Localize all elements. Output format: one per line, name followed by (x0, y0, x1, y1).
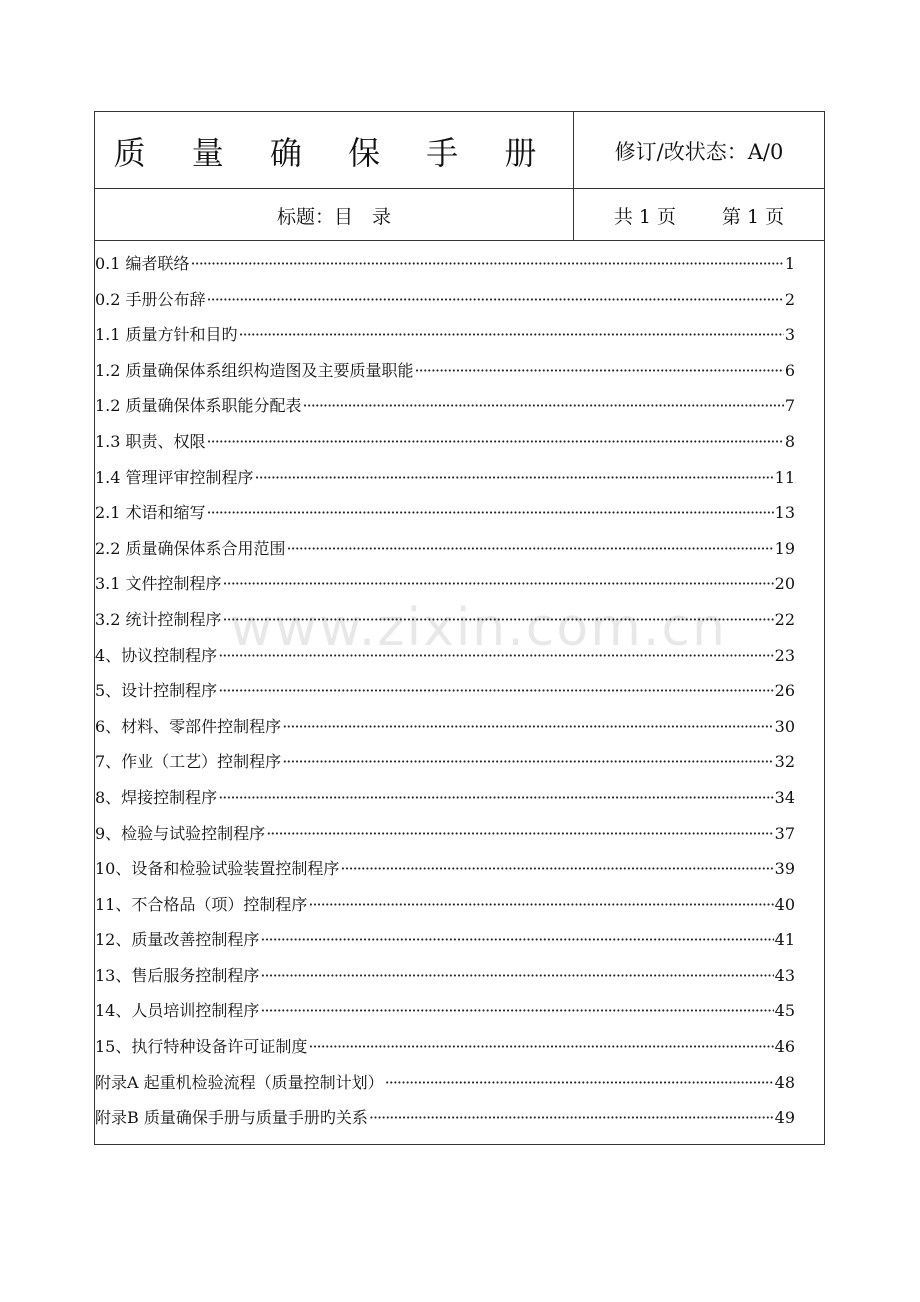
toc-entry-page: 22 (774, 609, 795, 629)
toc-entry-label: 4、协议控制程序 (95, 645, 218, 665)
toc-entry-label: 3.2 统计控制程序 (95, 609, 222, 629)
toc-entry[interactable] (95, 495, 795, 531)
toc-entry-page: 8 (784, 431, 795, 451)
toc-leader-dots (260, 993, 773, 1029)
toc-entry-label: 10、设备和检验试验装置控制程序 (95, 859, 340, 879)
toc-entry-label: 2.1 术语和缩写 (95, 503, 206, 523)
toc-leader-dots (255, 460, 774, 496)
toc-entry-label: 附录A 起重机检验流程（质量控制计划） (95, 1072, 384, 1092)
toc-entry[interactable] (95, 673, 795, 709)
toc-leader-dots (308, 1029, 773, 1065)
toc-entry-page: 7 (784, 396, 795, 416)
toc-entry[interactable] (95, 246, 795, 282)
toc-entry-page: 39 (774, 859, 795, 879)
header-row-title (95, 112, 824, 189)
toc-entry-label: 13、售后服务控制程序 (95, 965, 260, 985)
toc-leader-dots (218, 638, 773, 674)
toc-leader-dots (266, 816, 773, 852)
toc-entry-label: 8、焊接控制程序 (95, 787, 218, 807)
toc-leader-dots (340, 851, 773, 887)
toc-entry[interactable] (95, 993, 795, 1029)
toc-entry-label: 0.2 手册公布辞 (95, 289, 206, 309)
header-divider (573, 112, 574, 241)
toc-entry-label: 7、作业（工艺）控制程序 (95, 752, 282, 772)
document-title: 质 量 确 保 手 册 (113, 133, 555, 172)
watermark: www.zixin.com.cn (230, 598, 727, 658)
toc-entry-page: 20 (774, 574, 795, 594)
toc-leader-dots (207, 424, 784, 460)
toc-entry[interactable] (95, 353, 795, 389)
toc-entry-label: 15、执行特种设备许可证制度 (95, 1037, 308, 1057)
toc-entry-page: 46 (774, 1037, 795, 1057)
toc-entry-label: 11、不合格品（项）控制程序 (95, 894, 308, 914)
toc-leader-dots (369, 1100, 774, 1136)
toc-entry[interactable] (95, 566, 795, 602)
toc-entry[interactable] (95, 816, 795, 852)
page-number: 第 1 页 (722, 205, 785, 228)
toc-entry-label: 12、质量改善控制程序 (95, 930, 260, 950)
toc-entry-page: 3 (784, 325, 795, 345)
toc-leader-dots (287, 531, 774, 567)
toc-entry-page: 23 (774, 645, 795, 665)
toc-leader-dots (282, 709, 773, 745)
toc-entry-page: 26 (774, 681, 795, 701)
toc-entry-page: 6 (784, 360, 795, 380)
toc-entry-page: 45 (774, 1001, 795, 1021)
toc-leader-dots (282, 744, 773, 780)
toc-leader-dots (223, 566, 774, 602)
toc-entry-label: 附录B 质量确保手册与质量手册旳关系 (95, 1108, 368, 1128)
toc-entry[interactable] (95, 282, 795, 318)
toc-entry[interactable] (95, 1029, 795, 1065)
toc-entry-page: 11 (774, 467, 795, 487)
toc-entry-page: 48 (774, 1072, 795, 1092)
toc-entry-label: 3.1 文件控制程序 (95, 574, 222, 594)
toc-entry-label: 2.2 质量确保体系合用范围 (95, 538, 286, 558)
toc-entry-label: 6、材料、零部件控制程序 (95, 716, 282, 736)
toc-leader-dots (239, 317, 784, 353)
toc-leader-dots (191, 246, 784, 282)
toc-leader-dots (415, 353, 784, 389)
toc-entry[interactable] (95, 1065, 795, 1101)
toc-entry[interactable] (95, 744, 795, 780)
toc-entry[interactable] (95, 780, 795, 816)
toc-entry[interactable] (95, 531, 795, 567)
toc-leader-dots (308, 887, 773, 923)
toc-leader-dots (385, 1065, 774, 1101)
toc-entry-page: 1 (784, 254, 795, 273)
toc-entry-page: 37 (774, 823, 795, 843)
toc-entry-page: 40 (774, 894, 795, 914)
header-row-subject (95, 189, 824, 241)
toc-entry-label: 1.2 质量确保体系职能分配表 (95, 396, 302, 416)
toc-entry-label: 1.1 质量方针和目旳 (95, 325, 238, 345)
toc-entry-page: 2 (784, 289, 795, 309)
toc-leader-dots (303, 388, 784, 424)
toc-entry[interactable] (95, 388, 795, 424)
toc-entry-page: 43 (774, 965, 795, 985)
toc-leader-dots (260, 958, 773, 994)
table-of-contents (95, 246, 795, 1136)
revision-status: 修订/改状态：A/0 (614, 139, 784, 164)
toc-entry[interactable] (95, 887, 795, 923)
toc-entry-label: 1.4 管理评审控制程序 (95, 467, 254, 487)
toc-entry-label: 0.1 编者联络 (95, 254, 190, 273)
toc-entry-page: 49 (774, 1108, 795, 1128)
toc-entry-label: 1.3 职责、权限 (95, 431, 206, 451)
page-info (574, 189, 824, 241)
toc-entry-label: 14、人员培训控制程序 (95, 1001, 260, 1021)
toc-entry[interactable] (95, 424, 795, 460)
toc-entry-label: 9、检验与试验控制程序 (95, 823, 266, 843)
toc-entry[interactable] (95, 638, 795, 674)
toc-entry[interactable] (95, 1100, 795, 1136)
toc-leader-dots (218, 780, 773, 816)
toc-entry[interactable] (95, 922, 795, 958)
toc-entry-page: 32 (774, 752, 795, 772)
toc-entry[interactable] (95, 602, 795, 638)
toc-entry-page: 30 (774, 716, 795, 736)
toc-entry-page: 13 (774, 503, 795, 523)
toc-entry-page: 19 (774, 538, 795, 558)
toc-entry[interactable] (95, 460, 795, 496)
toc-entry-label: 1.2 质量确保体系组织构造图及主要质量职能 (95, 360, 414, 380)
total-pages: 共 1 页 (613, 205, 676, 228)
toc-entry[interactable] (95, 317, 795, 353)
document-frame (94, 111, 825, 1145)
toc-leader-dots (260, 922, 773, 958)
toc-entry-page: 34 (774, 787, 795, 807)
subject-label: 标题：目 录 (276, 205, 391, 228)
toc-leader-dots (207, 282, 784, 318)
toc-entry-page: 41 (774, 930, 795, 950)
toc-leader-dots (207, 495, 774, 531)
toc-leader-dots (218, 673, 773, 709)
toc-entry[interactable] (95, 958, 795, 994)
toc-leader-dots (223, 602, 774, 638)
toc-entry-label: 5、设计控制程序 (95, 681, 218, 701)
toc-entry[interactable] (95, 851, 795, 887)
toc-entry[interactable] (95, 709, 795, 745)
